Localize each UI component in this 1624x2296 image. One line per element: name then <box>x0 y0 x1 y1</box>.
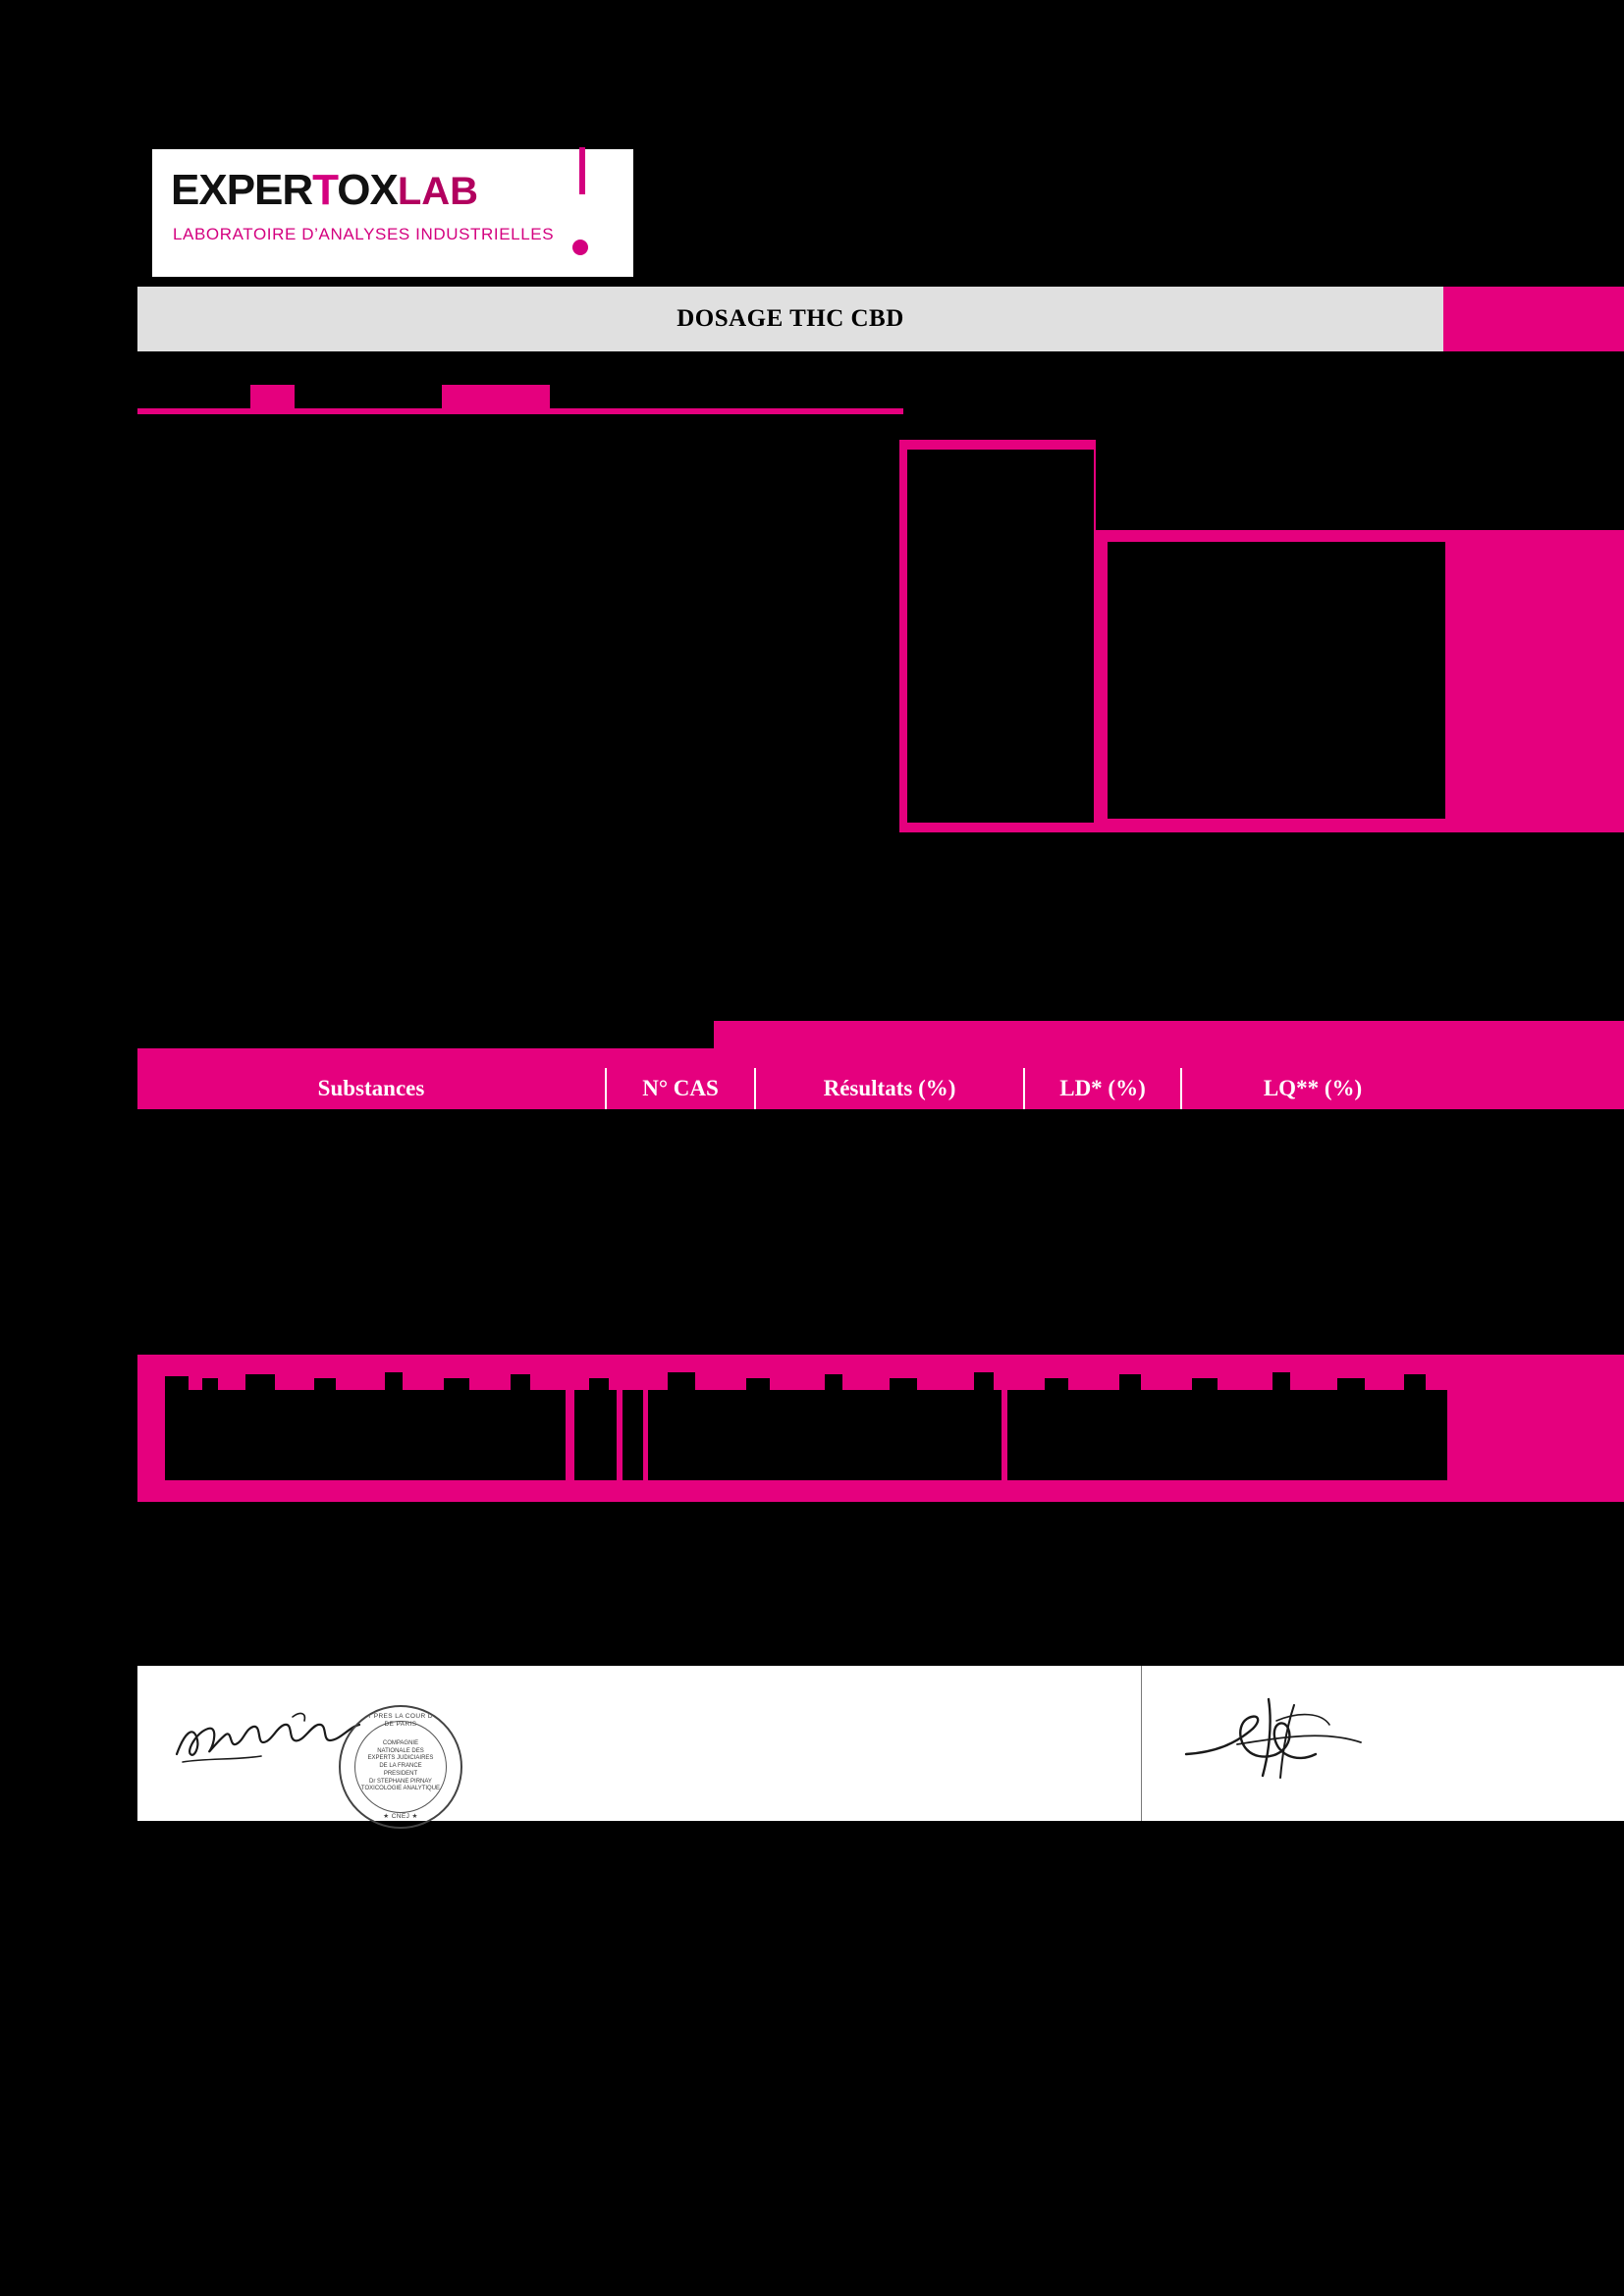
logo-accent-bar <box>579 147 585 194</box>
stamp-arc-bottom: ★ CNEJ ★ <box>383 1812 418 1820</box>
table-col-resultats: Résultats (%) <box>756 1068 1025 1109</box>
redaction-gap <box>137 385 250 408</box>
redaction-notch <box>1192 1378 1218 1392</box>
stamp-line: Dr STEPHANE PIRNAY <box>369 1778 432 1785</box>
redaction-notch <box>165 1376 189 1392</box>
redaction-notch <box>890 1378 917 1392</box>
redaction-notch <box>825 1374 842 1392</box>
redaction-block <box>250 391 262 408</box>
stamp-arc-top: EXPERT PRES LA COUR D’APPEL DE PARIS <box>344 1713 458 1729</box>
signature-left <box>167 1693 481 1820</box>
logo-subtitle: LABORATOIRE D’ANALYSES INDUSTRIELLES <box>173 225 555 243</box>
redaction-block <box>461 389 491 404</box>
redaction-block <box>899 823 1624 832</box>
redaction-divider <box>566 1390 574 1480</box>
redaction-notch <box>511 1374 530 1392</box>
redaction-band <box>714 1021 1624 1048</box>
redaction-notch <box>668 1372 695 1392</box>
redaction-table-inner <box>165 1390 1447 1480</box>
table-col-lq: LQ** (%) <box>1263 1076 1363 1100</box>
redaction-client-inner <box>907 450 1094 825</box>
handwritten-signature-right-icon <box>1178 1685 1473 1793</box>
court-expert-stamp <box>339 1705 462 1829</box>
logo-word-t: T <box>312 166 338 214</box>
redaction-notch <box>202 1378 218 1392</box>
logo-word-exper: EXPER <box>171 166 313 214</box>
stamp-line: NATIONALE DES <box>377 1747 424 1754</box>
table-col-ld: LD* (%) <box>1025 1068 1182 1109</box>
table-col-cas: N° CAS <box>607 1068 756 1109</box>
redaction-gap <box>550 385 1624 408</box>
table-col-substances: Substances <box>137 1068 607 1109</box>
redaction-band <box>137 1048 1624 1068</box>
redaction-block <box>1443 1068 1624 1109</box>
stamp-line: DE LA FRANCE <box>379 1763 422 1770</box>
signature-strip <box>137 1666 1624 1821</box>
redaction-divider <box>1001 1390 1007 1480</box>
signature-right <box>1178 1685 1473 1793</box>
logo-accent-dot <box>572 240 588 255</box>
redaction-notch <box>314 1378 336 1392</box>
stamp-line: COMPAGNIE <box>382 1739 419 1746</box>
redaction-block <box>1443 287 1624 351</box>
redaction-client-inner2 <box>1108 542 1445 819</box>
stamp-line: TOXICOLOGIE ANALYTIQUE <box>360 1786 441 1792</box>
stamp-line: EXPERTS JUDICIAIRES <box>367 1755 434 1762</box>
redaction-notch <box>589 1378 609 1392</box>
redaction-notch <box>1337 1378 1365 1392</box>
redaction-notch <box>245 1374 275 1392</box>
redaction-notch <box>746 1378 770 1392</box>
results-table-header <box>137 1068 1443 1109</box>
redaction-notch <box>385 1372 403 1392</box>
redaction-block <box>137 408 903 414</box>
stamp-line: PRESIDENT <box>383 1770 418 1777</box>
redaction-notch <box>1119 1374 1141 1392</box>
redaction-block <box>1445 530 1624 832</box>
redaction-notch <box>974 1372 994 1392</box>
page-title: DOSAGE THC CBD <box>137 287 1443 351</box>
logo-word-lab: LAB <box>397 170 479 213</box>
logo-wordmark <box>171 166 478 215</box>
redaction-gap <box>295 385 442 408</box>
redaction-notch <box>1045 1378 1068 1392</box>
redaction-notch <box>1272 1372 1290 1392</box>
logo-word-ox: OX <box>337 166 398 214</box>
expertox-logo <box>152 149 633 277</box>
redaction-notch <box>1404 1374 1426 1392</box>
redaction-divider <box>617 1390 623 1480</box>
redaction-divider <box>643 1390 648 1480</box>
stamp-core-text <box>342 1740 460 1794</box>
redaction-notch <box>444 1378 469 1392</box>
